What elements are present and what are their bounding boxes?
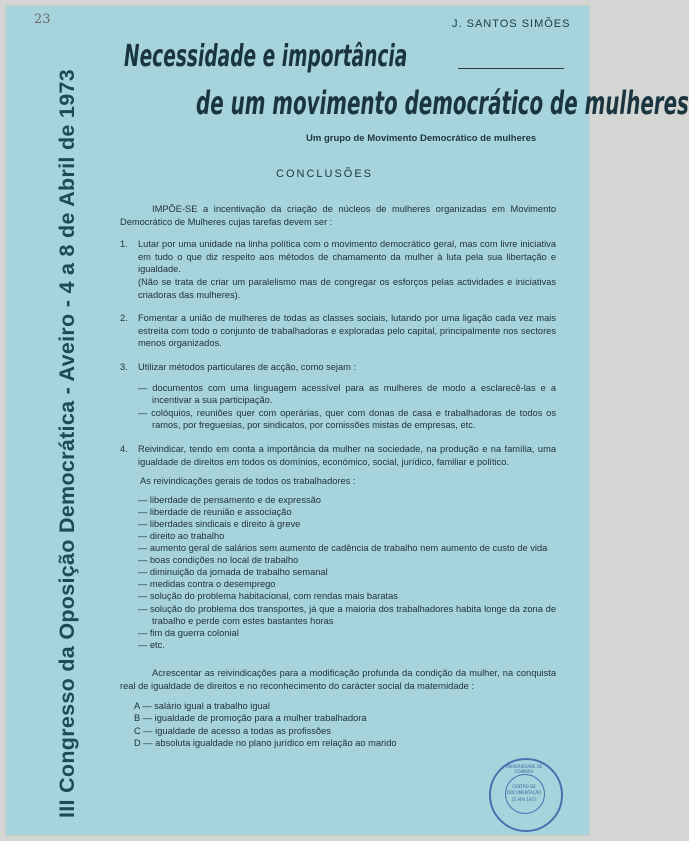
demands-list xyxy=(134,700,556,749)
right-item: — fim da guerra colonial xyxy=(138,627,239,638)
right-item: — direito ao trabalho xyxy=(138,530,225,541)
list-item xyxy=(120,312,556,350)
page-number: 23 xyxy=(34,12,51,27)
archive-stamp xyxy=(489,758,563,832)
subtitle: Um grupo de Movimento Democrático de mulheres xyxy=(306,133,537,144)
item-text: Reivindicar, tendo em conta a importância da mulher na sociedade, na produção e na família, uma igualdade de direitos em todos os domínios, económico, social, jurídico, familiar e político. xyxy=(138,443,556,467)
right-item: — liberdade de reunião e associação xyxy=(138,506,292,517)
list-item xyxy=(120,361,556,432)
author-name: J. SANTOS SIMÕES xyxy=(452,18,571,30)
item-text: Fomentar a união de mulheres de todas as classes sociais, lutando por uma ligação cada vez mais estreita com todo o conjunto de trabalhadoras e exploradas pelo capital, principalmente nos sectores menos organizados. xyxy=(138,313,556,349)
stamp-center-text: CENTRO DE xyxy=(512,784,536,789)
list-item xyxy=(120,238,556,301)
list-item xyxy=(120,443,556,468)
stamp-ring-text: UNIVERSIDADE DE COIMBRA xyxy=(505,764,543,774)
item-number: 3. xyxy=(120,361,128,372)
stamp-date: 25 MAI 1973 xyxy=(511,797,537,802)
item-number: 4. xyxy=(120,443,128,454)
item-number: 2. xyxy=(120,313,128,324)
stamp-center-text: DOCUMENTAÇÃO xyxy=(506,790,542,795)
dash-item: — documentos com uma linguagem acessível para as mulheres de modo a esclarecê-las e a incentivar a sua participação. xyxy=(138,382,556,406)
item-note: (Não se trata de criar um paralelismo mas de congregar os esforços pelas actividades e iniciativas criadoras das mulheres). xyxy=(138,276,556,300)
right-item: — liberdades sindicais e direito à greve xyxy=(138,518,301,529)
document-page xyxy=(6,6,689,835)
demand-item: C — igualdade de acesso a todas as profissões xyxy=(134,725,331,736)
item-number: 1. xyxy=(120,239,128,250)
title-line-2: de um movimento democrático de mulheres xyxy=(196,84,689,122)
right-item: — boas condições no local de trabalho xyxy=(138,555,299,566)
intro-paragraph: IMPÕE-SE a incentivação da criação de núcleos de mulheres organizadas em Movimento Democrático de Mulheres cujas tarefas devem ser : xyxy=(120,204,556,227)
body-text xyxy=(120,203,556,749)
right-item: — etc. xyxy=(138,639,165,650)
demand-item: B — igualdade de promoção para a mulher trabalhadora xyxy=(134,713,367,724)
right-item: — solução do problema habitacional, com rendas mais baratas xyxy=(138,591,398,602)
right-item: — medidas contra o desemprego xyxy=(138,579,276,590)
rights-intro: As reivindicações gerais de todos os trabalhadores : xyxy=(140,476,356,487)
item-text: Utilizar métodos particulares de acção, como sejam : xyxy=(138,361,357,372)
demand-item: D — absoluta igualdade no plano jurídico em relação ao marido xyxy=(134,737,397,748)
side-title: III Congresso da Oposição Democrática - Aveiro - 4 a 8 de Abril de 1973 xyxy=(55,69,79,818)
dash-item: — colóquios, reuniões quer com operárias, quer com donas de casa e trabalhadoras de todos os ramos, por freguesias, por sindicatos, por comissões mistas de empresas, etc. xyxy=(138,407,556,431)
rights-list xyxy=(138,494,556,651)
title-line-1: Necessidade e importância xyxy=(124,39,408,74)
right-item: — diminuição da jornada de trabalho semanal xyxy=(138,567,328,578)
demand-item: A — salário igual a trabalho igual xyxy=(134,701,270,712)
right-item: — liberdade de pensamento e de expressão xyxy=(138,494,321,505)
closing-paragraph: Acrescentar as reivindicações para a modificação profunda da condição da mulher, na conquista real de igualdade de direitos e no reconhecimento do carácter social da maternidade : xyxy=(120,667,556,691)
right-item: — solução do problema dos transportes, já que a maioria dos trabalhadores habita longe da zona de trabalho e perde com estes bastantes horas xyxy=(138,603,556,626)
item-text: Lutar por uma unidade na linha política com o movimento democrático geral, mas com livre iniciativa em tudo o que diz respeito aos métodos de chamamento da mulher à luta pela sua libertação e igualdade. xyxy=(138,239,556,275)
section-heading: CONCLUSÕES xyxy=(276,168,374,180)
right-item: — aumento geral de salários sem aumento de cadência de trabalho nem aumento de custo de vida xyxy=(138,543,548,554)
divider-line xyxy=(458,68,564,69)
